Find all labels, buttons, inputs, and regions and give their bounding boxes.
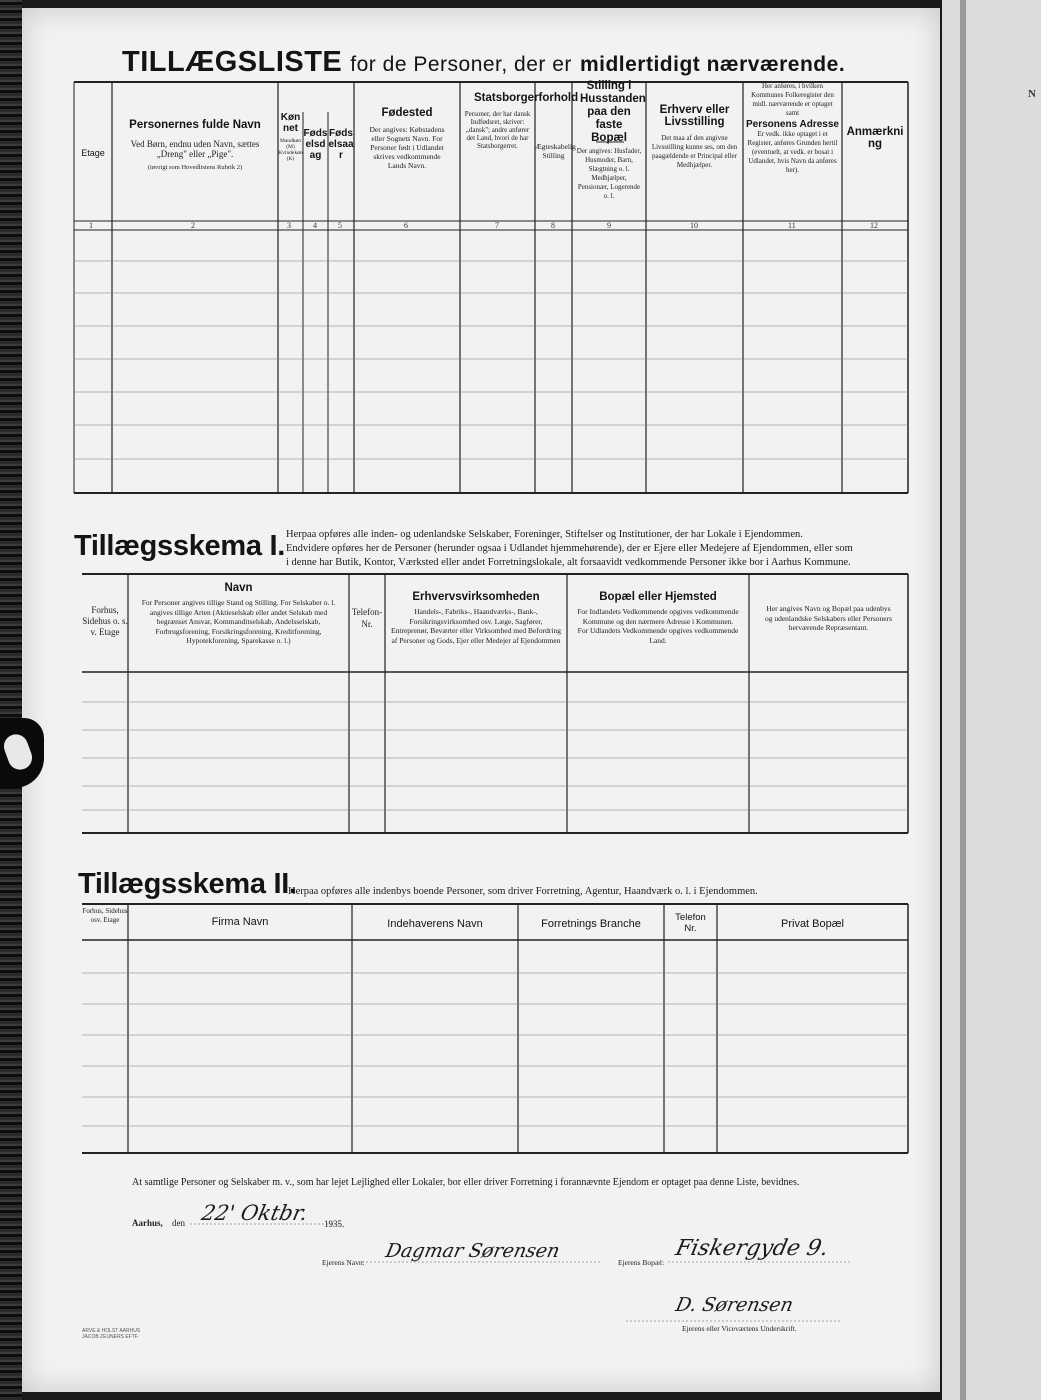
col-birthday-header: Fødselsdag [303, 128, 328, 161]
clip-hole [1, 731, 36, 773]
skema1-desc-line1: Herpaa opføres alle inden- og udenlandske Selskaber, Foreninger, Stiftelser og Institutioner, der har Lokale i Ejendommen. [286, 529, 803, 540]
owner-address-handwritten: Fiskergyde 9. [673, 1236, 831, 1261]
form-page [22, 8, 940, 1392]
main-title-midl: midlertidigt nærværende. [579, 53, 846, 76]
skema1-col-navn [128, 582, 349, 646]
owner-name-label: Ejerens Navn: [322, 1258, 365, 1267]
col-citizenship-header [460, 92, 579, 150]
signature-label: Ejerens eller Viceværtens Underskrift. [682, 1324, 797, 1333]
col-9-number: 9 [607, 221, 611, 230]
skema1-col-erhverv-title: Erhvervsvirksomheden [412, 591, 540, 603]
binding-spine [0, 0, 22, 1400]
main-title-for: for de Personer, der er [350, 53, 572, 76]
col-household-title: Stilling i Husstanden paa den faste Bopæl [580, 80, 646, 144]
skema2-col-etage: Forhus, Sidehus osv. Etage [82, 907, 128, 924]
col-remarks-header: Anmærkning [846, 126, 904, 150]
skema1-desc-line3: i denne har Butik, Kontor, Værksted eller andet Forretningslokale, alt forsaavidt vedkommende Personer ikke bor i Aarhus Kommune. [286, 557, 851, 568]
col-4-number: 4 [313, 221, 317, 230]
skema2-col-tel: Telefon Nr. [675, 912, 706, 934]
signature-handwritten: D. Sørensen [673, 1294, 796, 1316]
main-title-prefix: TILLÆGSLISTE [122, 46, 343, 78]
skema1-col-tel: Telefon-Nr. [351, 607, 383, 629]
col-household-header [572, 80, 646, 201]
skema1-desc-line2: Endvidere opføres her de Personer (herunder ogsaa i Udlandet hjemmehørende), der er Ejere eller Medejere af Ejendommen, eller som [286, 543, 853, 554]
col-5-number: 5 [338, 221, 342, 230]
skema2-col-branche: Forretnings Branche [541, 918, 641, 930]
skema1-col-navn-title: Navn [224, 582, 253, 594]
col-gender-title: Kønnet [280, 112, 301, 134]
col-address-header [743, 82, 842, 175]
year-label: 1935. [324, 1219, 345, 1229]
date-handwritten: 22' Oktbr. [199, 1201, 310, 1225]
skema1-col-navn-sub: For Personer angives tillige Stand og Stilling. For Selskaber o. l. angives tillige Arten (Aktieselskab eller andet Selskab med begrænset Ansvar, Kommanditselskab, Andelsselskab, Forbrugsforening, Forsikringsforening, Kreditforening, Hypotekforening, Sparekasse o. l.) [141, 598, 336, 645]
skema1-col-bopael-title: Bopæl eller Hjemsted [599, 591, 717, 603]
col-11-number: 11 [788, 221, 796, 230]
col-gender-sub: Mandkøn (M) Kvindekøn (K) [278, 138, 303, 162]
owner-address-label: Ejerens Bopæl: [618, 1258, 665, 1267]
col-marital-header: Ægteskabelig Stilling [535, 142, 576, 160]
skema1-col-repr: Her angives Navn og Bopæl paa udenbys og udenlandske Selskabers eller Personers herværende Repræsentant. [764, 604, 893, 632]
col-birthplace-sub: Der angives: Købstadens eller Sognets Navn. For Personer født i Udlandet skrives vedkommende Lands Navn. [369, 125, 445, 170]
col-citizenship-sub: Personer, der har dansk Indfødsret, skriver: „dansk"; andre anfører det Land, hvori de har Statsborgerret. [464, 110, 531, 150]
attestation-text: At samtlige Personer og Selskaber m. v., som har lejet Lejlighed eller Lokaler, bor eller driver Forretning i forannævnte Ejendom er optaget paa denne Liste, bevidnes. [132, 1177, 800, 1188]
skema2-title: Tillægsskema II. [78, 868, 297, 900]
skema1-description [286, 528, 906, 570]
col-birthplace-header [354, 107, 460, 170]
col-name-note: (iøvrigt som Hovedlistens Rubrik 2) [147, 164, 243, 171]
col-address-title: Personens Adresse [745, 119, 839, 130]
col-10-number: 10 [690, 221, 698, 230]
page-edge [960, 0, 966, 1400]
skema1-col-bopael [567, 591, 749, 645]
col-birthyear-header: Fødselsaar [328, 128, 354, 161]
col-6-number: 6 [404, 221, 408, 230]
skema1-col-erhverv-sub: Handels-, Fabriks-, Haandværks-, Bank-, Forsikringsvirksomhed osv. Læge, Sagfører, Entreprenør, Beværter eller Virksomhed med Befordring af Personer og Gods, Ejer eller Medejer af Ejendommen [391, 607, 561, 645]
col-name-sub: Ved Børn, endnu uden Navn, sættes „Dreng" eller „Pige". [130, 139, 260, 159]
skema1-col-bopael-sub: For Indlandets Vedkommende opgives vedkommende Kommune og den nærmere Adresse i Kommunen. For Udlandets Vedkommende opgives vedkommende Land. [577, 607, 739, 645]
col-name-header [112, 119, 278, 171]
owner-name-handwritten: Dagmar Sørensen [383, 1240, 562, 1262]
col-occupation-title: Erhverv eller Livsstilling [659, 104, 730, 128]
col-citizenship-title: Statsborgerforhold [474, 92, 579, 104]
col-8-number: 8 [551, 221, 555, 230]
skema2-col-indeh: Indehaverens Navn [387, 918, 483, 930]
col-7-number: 7 [495, 221, 499, 230]
col-occupation-sub: Det maa af den angivne Livsstilling kunne ses, om den paagældende er Principal eller Medhjælper. [651, 134, 738, 169]
skema2-col-bopael: Privat Bopæl [781, 918, 844, 930]
skema2-col-firma: Firma Navn [211, 916, 269, 928]
skema2-description: Herpaa opføres alle indenbys boende Personer, som driver Forretning, Agentur, Haandværk o. l. i Ejendommen. [288, 886, 758, 897]
main-title [122, 46, 845, 79]
adjacent-page-mark: N [1028, 88, 1036, 100]
city-label: Aarhus, [132, 1218, 163, 1228]
printer-imprint: ARVE & HOLST AARHUS JACOB ZEUNERS EFTF. [82, 1328, 141, 1340]
den-label: den [172, 1218, 185, 1228]
skema1-title: Tillægsskema I. [74, 530, 285, 562]
col-3-number: 3 [287, 221, 291, 230]
col-etage-header: Etage [81, 148, 105, 158]
skema1-col-erhverv [385, 591, 567, 645]
col-gender-header [278, 112, 303, 162]
col-birthplace-title: Fødested [381, 107, 433, 119]
col-12-number: 12 [870, 221, 878, 230]
skema1-col-etage: Forhus, Sidehus o. s. v. Etage [82, 605, 128, 637]
adjacent-page [942, 0, 1041, 1400]
col-2-number: 2 [191, 221, 195, 230]
col-1-number: 1 [89, 221, 93, 230]
col-occupation-header [646, 104, 743, 170]
col-address-sub: Er vedk. ikke optaget i et Register, anføres Grunden hertil (eventuelt, at vedk. er bosat i Udlandet, hvis Navn da anføres her). [747, 130, 838, 174]
col-name-title: Personernes fulde Navn [129, 119, 261, 131]
col-address-subtop: Her anføres, i hvilken Kommunes Folkeregister den midl. nærværende er optaget samt [751, 82, 834, 117]
col-household-sub: Der angives: Husfader, Husmoder, Barn, Slægtning o. l. Medhjælper, Pensionær, Logerende o. l. [576, 147, 642, 200]
